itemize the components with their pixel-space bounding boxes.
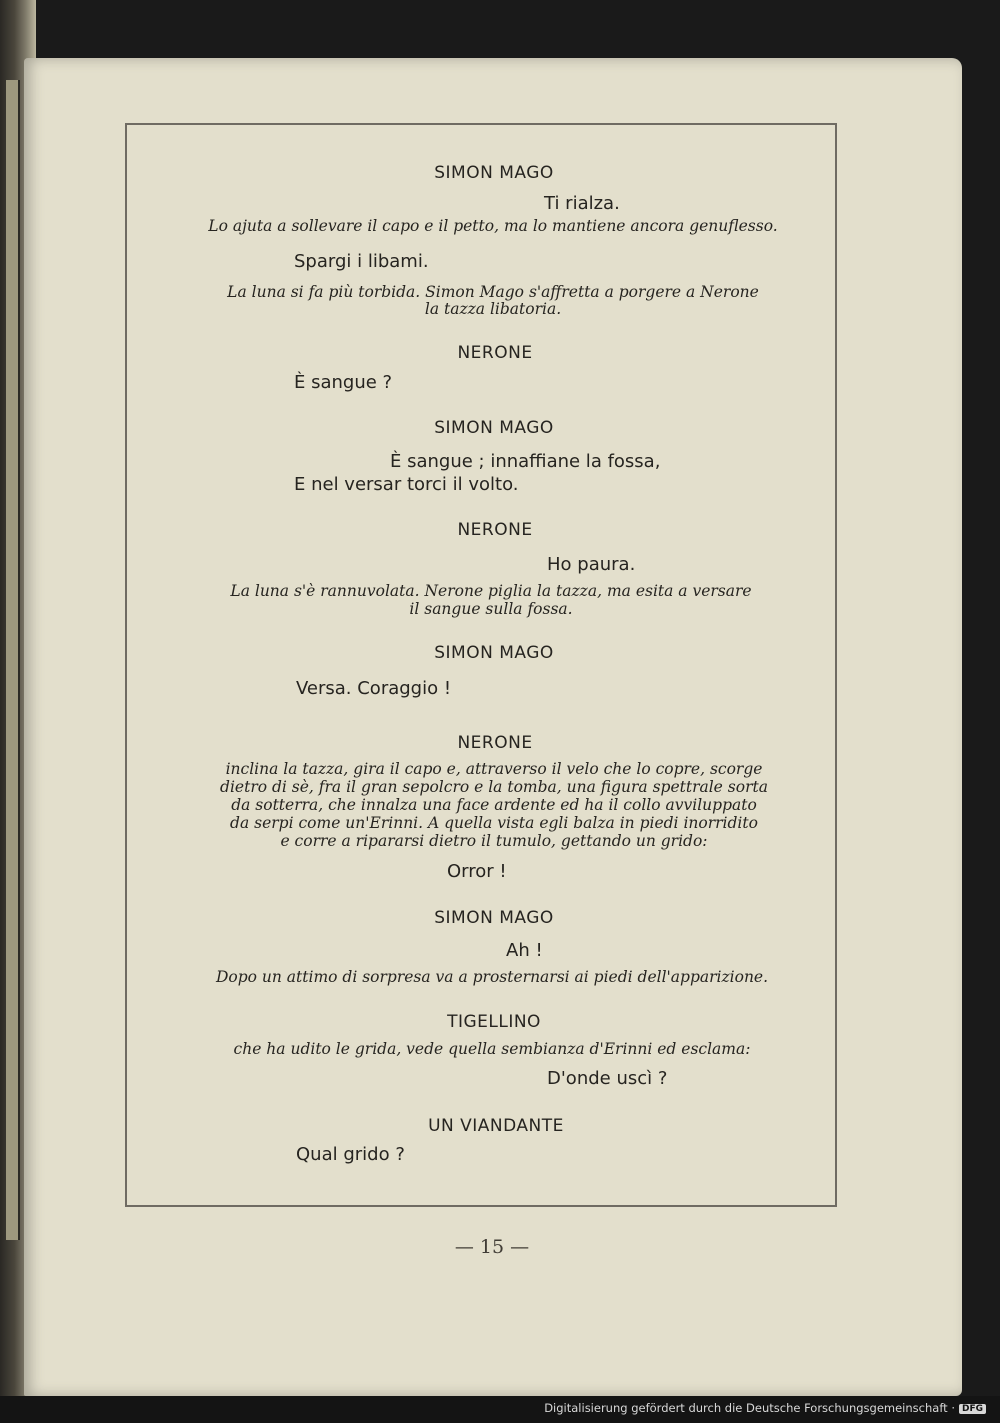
verse-line: Orror !	[447, 861, 507, 882]
stage-direction: la tazza libatoria.	[424, 300, 562, 318]
speaker-name: UN VIANDANTE	[428, 1116, 564, 1136]
speaker-name: NERONE	[457, 733, 533, 753]
stage-direction: La luna s'è rannuvolata. Nerone piglia la tazza, ma esita a versare	[230, 582, 752, 600]
speaker-name: SIMON MAGO	[434, 908, 554, 928]
speaker-name: SIMON MAGO	[434, 643, 554, 663]
verse-line: D'onde uscì ?	[547, 1068, 668, 1089]
speaker-name: NERONE	[457, 520, 533, 540]
stage-direction: dietro di sè, fra il gran sepolcro e la tomba, una figura spettrale sorta	[220, 778, 768, 796]
stage-direction: La luna si fa più torbida. Simon Mago s'affretta a porgere a Nerone	[227, 283, 759, 301]
verse-line: È sangue ; innaffiane la fossa,	[390, 451, 661, 472]
speaker-name: NERONE	[457, 343, 533, 363]
verse-line: Versa. Coraggio !	[296, 678, 452, 699]
stage-direction: il sangue sulla fossa.	[409, 600, 573, 618]
footer-credit-text: Digitalisierung gefördert durch die Deutsche Forschungsgemeinschaft ·	[544, 1401, 955, 1415]
stage-direction: da serpi come un'Erinni. A quella vista egli balza in piedi inorridito	[230, 814, 758, 832]
page-number: — 15 —	[454, 1236, 530, 1258]
speaker-name: SIMON MAGO	[434, 418, 554, 438]
verse-line: Spargi i libami.	[294, 251, 429, 272]
stage-direction: e corre a ripararsi dietro il tumulo, gettando un grido:	[280, 832, 708, 850]
verse-line: E nel versar torci il volto.	[294, 474, 519, 495]
stage-direction: da sotterra, che innalza una face ardente ed ha il collo avviluppato	[231, 796, 757, 814]
stage-direction: che ha udito le grida, vede quella sembianza d'Erinni ed esclama:	[233, 1040, 751, 1058]
verse-line: È sangue ?	[294, 372, 393, 393]
digitization-footer	[0, 1396, 1000, 1423]
stage-direction: Lo ajuta a sollevare il capo e il petto, ma lo mantiene ancora genuflesso.	[208, 217, 778, 235]
verse-line: Qual grido ?	[296, 1144, 405, 1165]
footer-credit	[544, 1401, 986, 1415]
verse-line: Ah !	[506, 940, 543, 961]
dfg-logo-icon: DFG	[959, 1404, 986, 1414]
adjacent-page-edge	[6, 80, 20, 1240]
speaker-name: TIGELLINO	[447, 1012, 541, 1032]
verse-line: Ho paura.	[547, 554, 636, 575]
stage-direction: Dopo un attimo di sorpresa va a prosternarsi ai piedi dell'apparizione.	[215, 968, 769, 986]
verse-line: Ti rialza.	[544, 193, 620, 214]
speaker-name: SIMON MAGO	[434, 163, 554, 183]
stage-direction: inclina la tazza, gira il capo e, attraverso il velo che lo copre, scorge	[225, 760, 763, 778]
